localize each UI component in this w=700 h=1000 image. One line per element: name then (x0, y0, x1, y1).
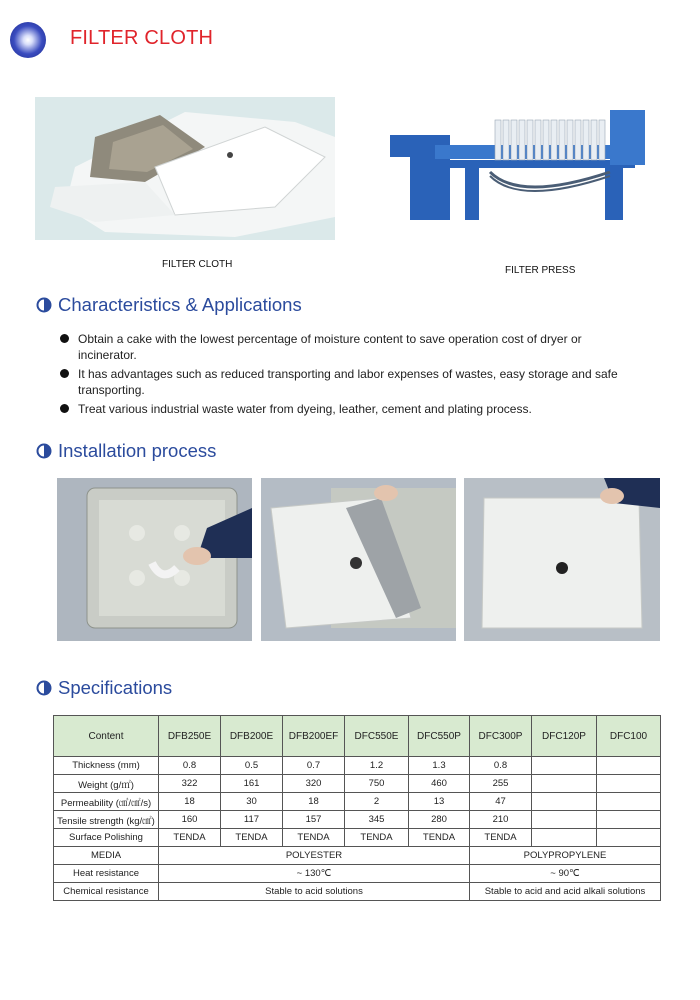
filter-cloth-caption: FILTER CLOTH (162, 259, 233, 270)
row-label: Chemical resistance (54, 883, 159, 901)
filter-press-photo (380, 100, 670, 225)
bullet-icon (60, 404, 69, 413)
list-item-text: Obtain a cake with the lowest percentage of moisture content to save operation cost of dryer or incinerator. (78, 332, 582, 362)
media-polyester-cell: POLYESTER (159, 847, 470, 865)
row-label: MEDIA (54, 847, 159, 865)
installation-heading: Installation process (58, 440, 217, 461)
table-cell: 160 (159, 811, 221, 829)
table-cell: 0.8 (159, 757, 221, 775)
characteristics-list (58, 331, 618, 420)
column-header: DFC550E (345, 716, 409, 757)
installation-step-3-photo (464, 478, 660, 641)
table-cell: TENDA (470, 829, 532, 847)
row-label: Permeability (㎤/㎠/s) (54, 793, 159, 811)
table-cell: 30 (221, 793, 283, 811)
table-header-row (54, 716, 661, 757)
half-circle-icon (36, 443, 52, 459)
table-cell: 345 (345, 811, 409, 829)
column-header: DFC120P (532, 716, 597, 757)
list-item (58, 331, 618, 363)
table-cell: 0.5 (221, 757, 283, 775)
list-item (58, 366, 618, 398)
table-cell: 322 (159, 775, 221, 793)
heat-left-cell: ~ 130℃ (159, 865, 470, 883)
heat-right-cell: ~ 90℃ (470, 865, 661, 883)
chemical-right-cell: Stable to acid and acid alkali solutions (470, 883, 661, 901)
column-header: DFB250E (159, 716, 221, 757)
list-item (58, 401, 618, 417)
column-header: Content (54, 716, 159, 757)
bullet-icon (60, 334, 69, 343)
chemical-resistance-row (54, 883, 661, 901)
table-cell: TENDA (409, 829, 470, 847)
specifications-table (53, 715, 661, 901)
bullet-icon (60, 369, 69, 378)
filter-press-caption: FILTER PRESS (505, 265, 576, 276)
table-cell: 280 (409, 811, 470, 829)
row-label: Thickness (mm) (54, 757, 159, 775)
chemical-left-cell: Stable to acid solutions (159, 883, 470, 901)
table-cell: 460 (409, 775, 470, 793)
installation-heading-row (36, 440, 216, 462)
table-row (54, 775, 661, 793)
list-item-text: Treat various industrial waste water from dyeing, leather, cement and plating process. (78, 402, 532, 416)
table-cell: 2 (345, 793, 409, 811)
row-label: Weight (g/㎡) (54, 775, 159, 793)
installation-step-1-photo (57, 478, 252, 641)
table-cell: 18 (159, 793, 221, 811)
specifications-heading: Specifications (58, 677, 173, 698)
half-circle-icon (36, 297, 52, 313)
table-cell: 0.8 (470, 757, 532, 775)
row-label: Tensile strength (kg/㎠) (54, 811, 159, 829)
column-header: DFC100 (597, 716, 661, 757)
table-cell (532, 829, 597, 847)
table-row (54, 793, 661, 811)
heat-resistance-row (54, 865, 661, 883)
list-item-text: It has advantages such as reduced transporting and labor expenses of wastes, easy storage and safe transporting. (78, 367, 618, 397)
company-logo (10, 22, 46, 58)
table-cell: 18 (283, 793, 345, 811)
table-cell (532, 757, 597, 775)
column-header: DFC550P (409, 716, 470, 757)
table-cell (597, 793, 661, 811)
table-cell: 1.3 (409, 757, 470, 775)
table-cell (597, 829, 661, 847)
table-cell: 157 (283, 811, 345, 829)
table-cell: 320 (283, 775, 345, 793)
table-cell: TENDA (345, 829, 409, 847)
table-cell: 0.7 (283, 757, 345, 775)
column-header: DFB200E (221, 716, 283, 757)
characteristics-heading-row (36, 294, 302, 316)
column-header: DFC300P (470, 716, 532, 757)
page-title: FILTER CLOTH (70, 27, 214, 49)
row-label: Heat resistance (54, 865, 159, 883)
table-row (54, 829, 661, 847)
table-cell (532, 793, 597, 811)
specifications-heading-row (36, 677, 172, 699)
table-cell: 117 (221, 811, 283, 829)
half-circle-icon (36, 680, 52, 696)
characteristics-heading: Characteristics & Applications (58, 294, 302, 315)
table-cell: 750 (345, 775, 409, 793)
table-cell (597, 775, 661, 793)
table-cell: 47 (470, 793, 532, 811)
table-cell: TENDA (283, 829, 345, 847)
media-polypropylene-cell: POLYPROPYLENE (470, 847, 661, 865)
table-cell (532, 811, 597, 829)
installation-step-2-photo (261, 478, 456, 641)
filter-cloth-photo (35, 97, 335, 240)
table-cell: 210 (470, 811, 532, 829)
column-header: DFB200EF (283, 716, 345, 757)
table-cell: TENDA (221, 829, 283, 847)
table-cell: 13 (409, 793, 470, 811)
table-cell: TENDA (159, 829, 221, 847)
table-cell (597, 757, 661, 775)
table-row (54, 757, 661, 775)
table-cell: 255 (470, 775, 532, 793)
table-cell: 161 (221, 775, 283, 793)
table-row (54, 811, 661, 829)
table-cell: 1.2 (345, 757, 409, 775)
table-cell (532, 775, 597, 793)
table-cell (597, 811, 661, 829)
media-row (54, 847, 661, 865)
row-label: Surface Polishing (54, 829, 159, 847)
